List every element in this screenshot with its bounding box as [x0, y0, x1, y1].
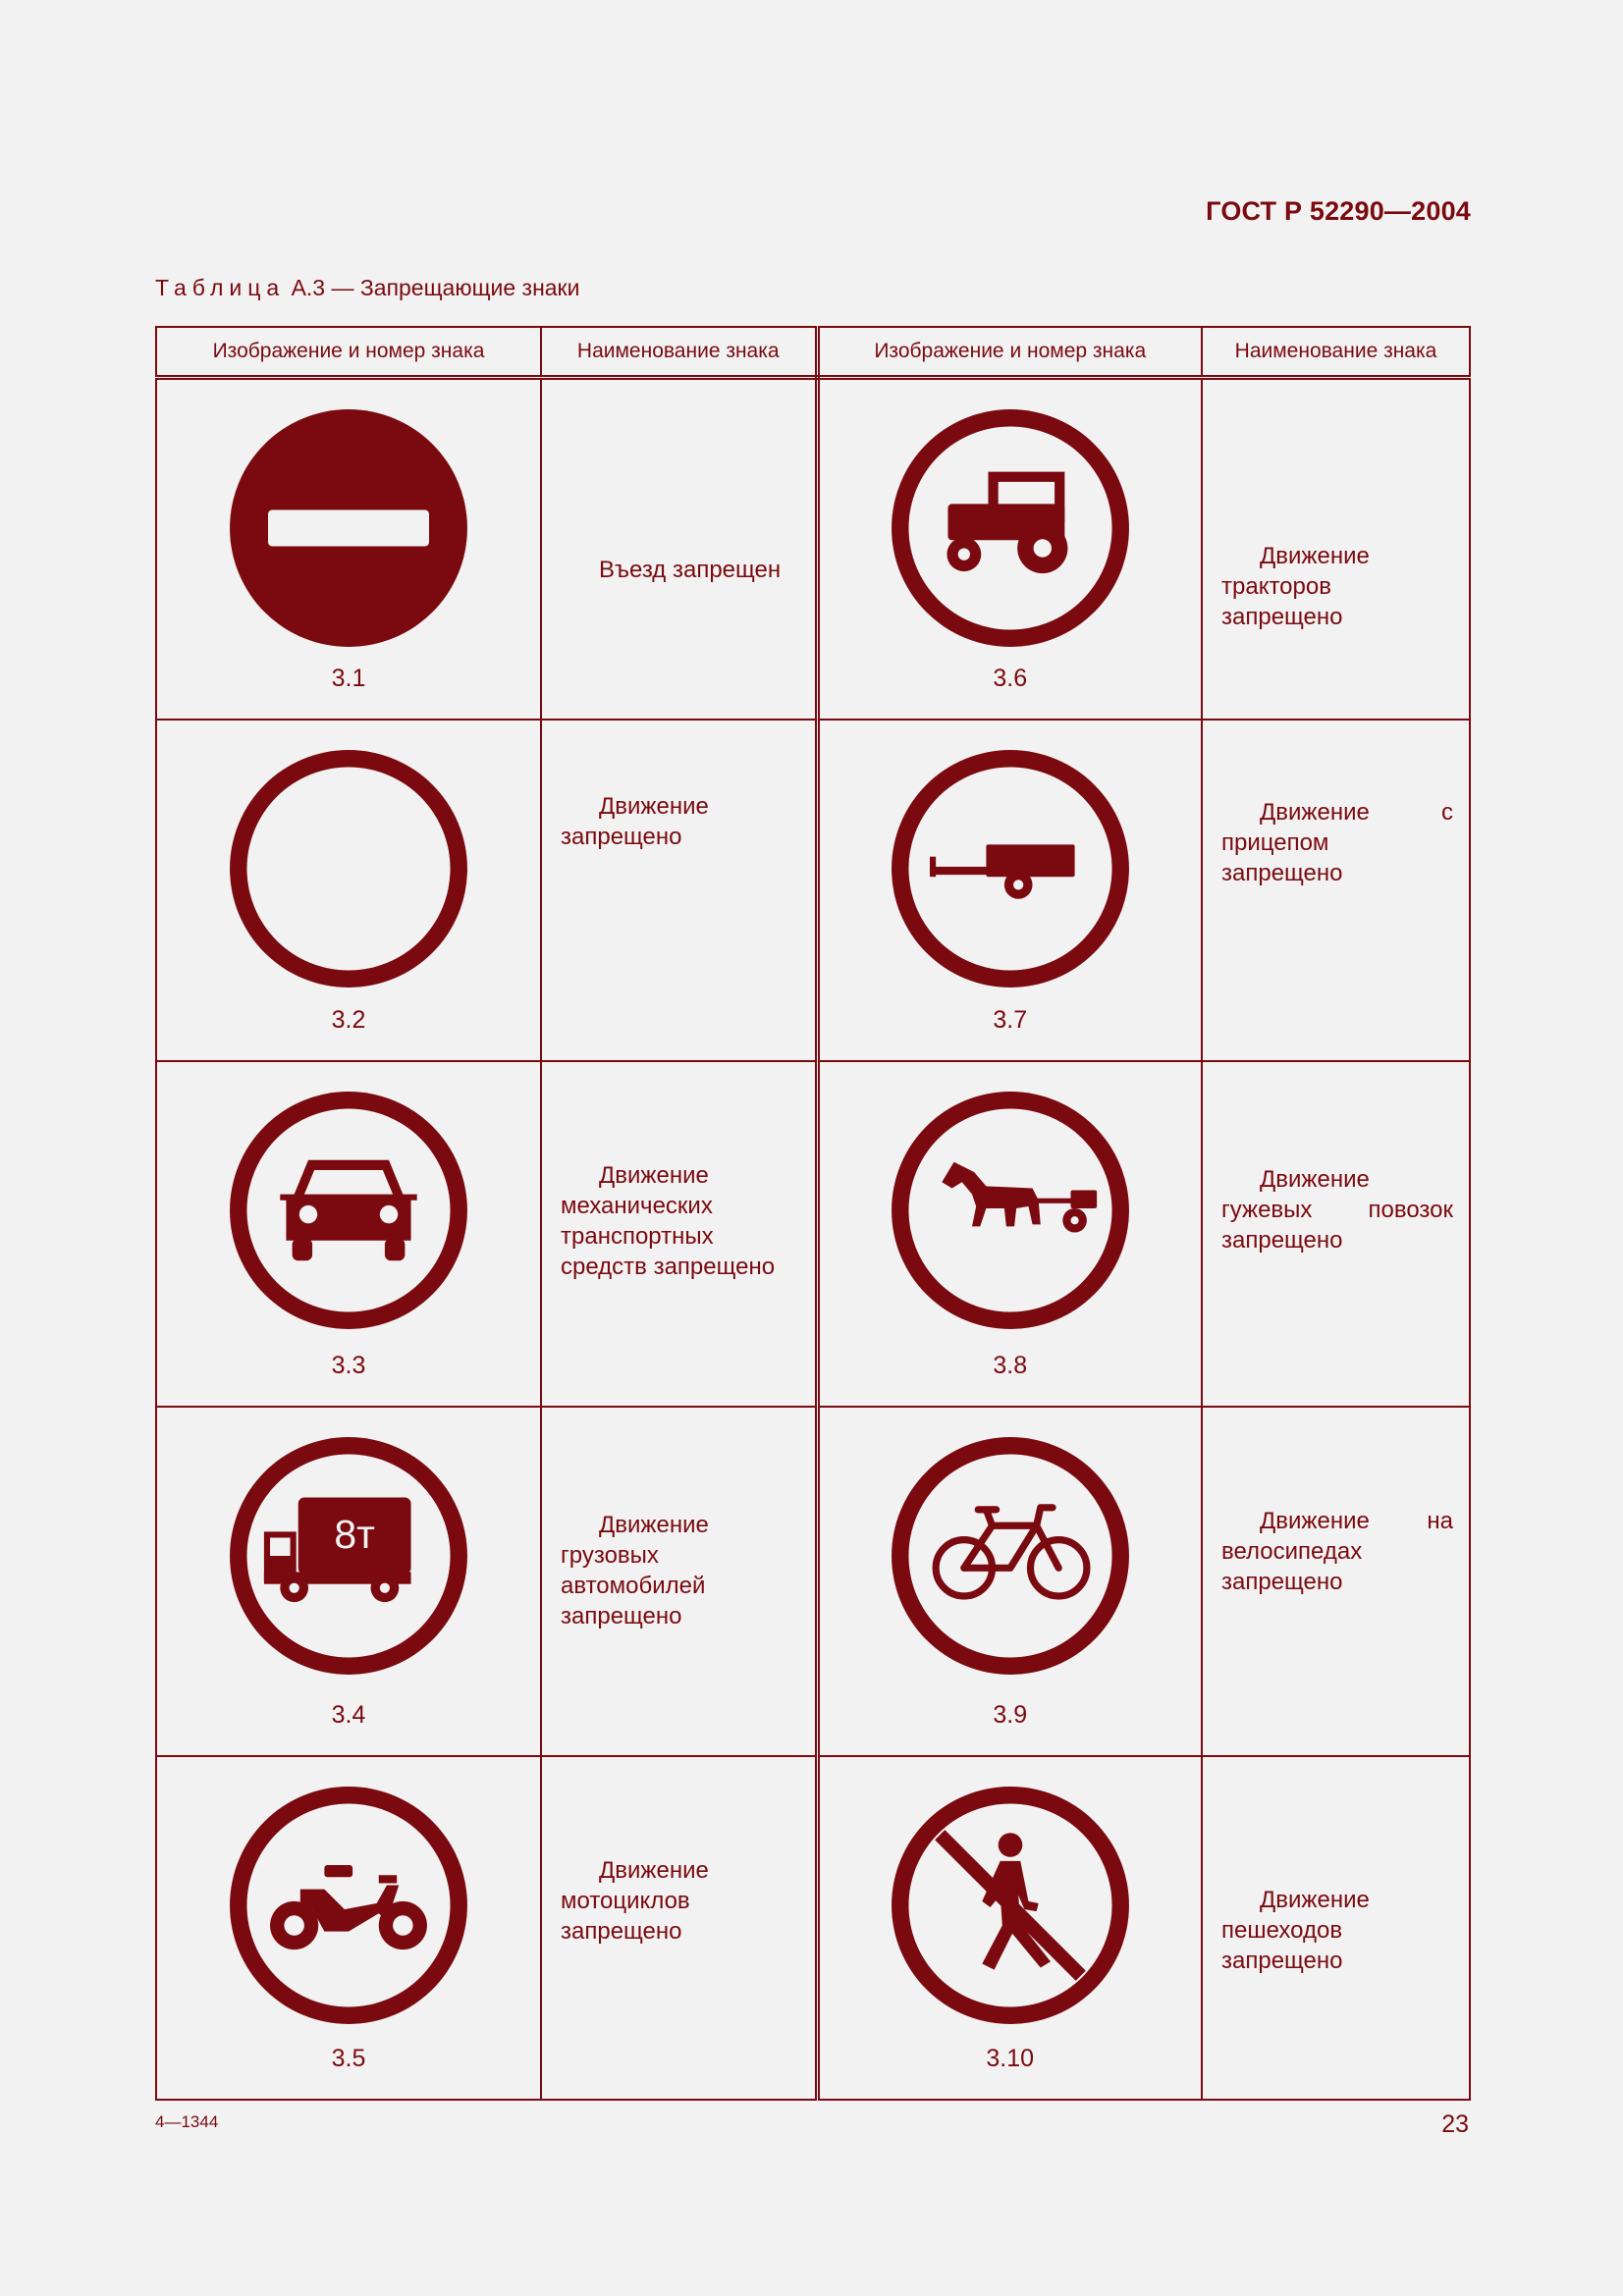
column-header-image: Изображение и номер знака [156, 327, 541, 378]
sign-image-cell [817, 1407, 1202, 1756]
sign-number: 3.3 [331, 1351, 366, 1379]
column-header-name: Наименование знака [541, 327, 817, 378]
sign-name: Движение на велосипедах запрещено [1221, 1507, 1453, 1595]
sign-name-cell [541, 720, 817, 1061]
no-horse-carts-icon [890, 1090, 1131, 1331]
sign-number: 3.7 [993, 1005, 1028, 1034]
sign-number: 3.9 [993, 1700, 1028, 1729]
sign-name: Движение с прицепом запрещено [1221, 798, 1453, 886]
sign-number: 3.8 [993, 1351, 1028, 1379]
sign-number: 3.5 [331, 2044, 366, 2072]
sign-image-cell [156, 1756, 541, 2100]
column-header-name: Наименование знака [1202, 327, 1470, 378]
caption-prefix: Таблица [155, 275, 286, 300]
prohibitory-signs-table [155, 326, 1471, 2101]
sign-name-cell [1202, 720, 1470, 1061]
no-vehicles-icon [228, 748, 469, 989]
sign-name: Движение механических транспортных средств запрещено [561, 1161, 776, 1280]
footer-code: 4—1344 [155, 2112, 219, 2131]
no-tractors-icon [890, 407, 1131, 649]
sign-name: Движение мотоциклов запрещено [561, 1856, 709, 1945]
sign-name-cell [1202, 1061, 1470, 1407]
sign-name-cell [541, 378, 817, 720]
sign-number: 3.4 [331, 1700, 366, 1729]
sign-name: Движение пешеходов запрещено [1221, 1886, 1370, 1974]
sign-image-cell [817, 1061, 1202, 1407]
table-row [156, 1061, 1470, 1407]
no-pedestrians-icon [890, 1785, 1131, 2026]
sign-image-cell [156, 1407, 541, 1756]
no-trailer-icon [890, 748, 1131, 989]
table-row [156, 1756, 1470, 2100]
sign-name: Движение гужевых повозок запрещено [1221, 1165, 1453, 1254]
no-motor-vehicles-icon [228, 1090, 469, 1331]
document-header: ГОСТ Р 52290—2004 [1206, 196, 1471, 226]
sign-number: 3.2 [331, 1005, 366, 1034]
page-number: 23 [1441, 2110, 1469, 2138]
caption-title: А.3 — Запрещающие знаки [291, 275, 580, 300]
sign-image-cell [817, 720, 1202, 1061]
truck-weight-label: 8т [334, 1511, 375, 1557]
sign-name: Движение грузовых автомобилей запрещено [561, 1511, 709, 1629]
no-motorcycles-icon [228, 1785, 469, 2026]
table-row [156, 1407, 1470, 1756]
sign-image-cell [156, 720, 541, 1061]
sign-image-cell [817, 378, 1202, 720]
sign-name-cell [541, 1061, 817, 1407]
no-trucks-icon [228, 1435, 469, 1677]
sign-number: 3.10 [986, 2044, 1035, 2072]
sign-number: 3.6 [993, 664, 1028, 692]
sign-image-cell [156, 1061, 541, 1407]
table-header-row [156, 327, 1470, 378]
sign-name: Движение запрещено [561, 792, 709, 850]
table-caption [155, 275, 579, 301]
no-bicycles-icon [890, 1435, 1131, 1677]
sign-name-cell [1202, 378, 1470, 720]
sign-number: 3.1 [331, 664, 366, 692]
sign-name-cell [1202, 1756, 1470, 2100]
no-entry-icon [228, 407, 469, 649]
sign-name: Движение тракторов запрещено [1221, 543, 1370, 630]
table-row [156, 720, 1470, 1061]
sign-image-cell [156, 378, 541, 720]
table-row [156, 378, 1470, 720]
column-header-image: Изображение и номер знака [817, 327, 1202, 378]
sign-name-cell [1202, 1407, 1470, 1756]
sign-name-cell [541, 1407, 817, 1756]
sign-name-cell [541, 1756, 817, 2100]
sign-name: Въезд запрещен [599, 557, 782, 583]
sign-image-cell [817, 1756, 1202, 2100]
